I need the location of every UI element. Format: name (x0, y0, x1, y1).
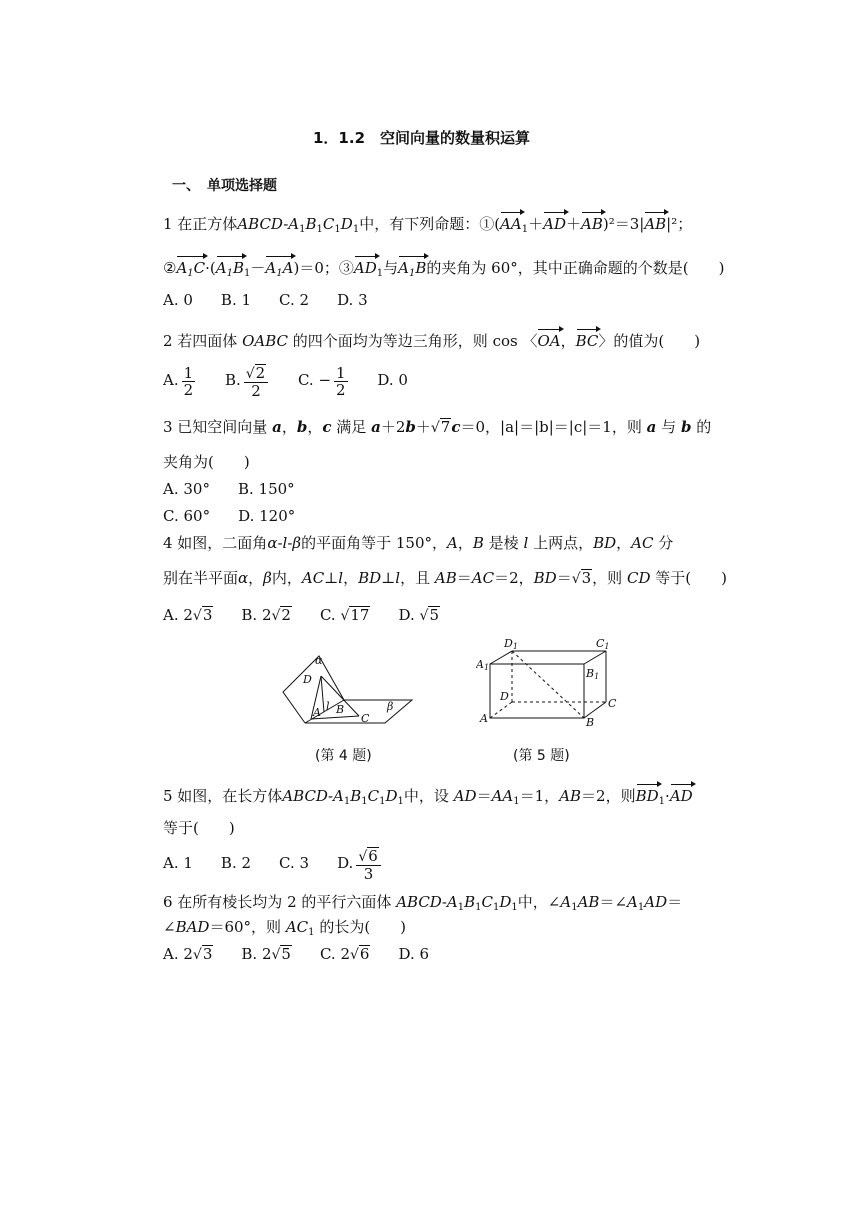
q3-option-a: A. 30° (163, 480, 210, 498)
q6-option-d: D. 6 (398, 945, 430, 963)
fig4-label-c: C (361, 712, 370, 725)
q3-options-row1 (163, 479, 323, 499)
fig5-label-d: D (500, 690, 509, 703)
fig4-label-alpha: α (315, 654, 323, 667)
q5-option-d: D. $\frac{√6}{3}$ (337, 854, 384, 872)
q1-option-c: C. 2 (279, 291, 310, 309)
q4-options (163, 605, 468, 626)
q5-option-a: A. 1 (163, 854, 193, 872)
figure5-caption: (第 5 题) (513, 748, 570, 764)
q6-options (163, 944, 457, 965)
fig5-label-c: C (608, 697, 617, 710)
q6-option-b: B. 2√5 (241, 945, 291, 963)
q5-option-c: C. 3 (279, 854, 310, 872)
page-title: 1．1.2 空间向量的数量积运算 (313, 129, 531, 147)
q6-line1: 6 在所有棱长均为 2 的平行六面体 ABCD-$A_1B_1C_1D_1$中，$\angle A_1AB=\angle A_1AD=$ (163, 893, 683, 913)
figure-dihedral-angle (275, 650, 425, 738)
q3-line1: 3 已知空间向量 a，b，c 满足 a＋2b＋√7c＝0，|a|＝|b|＝|c|＝1，则 a 与 b 的 (163, 418, 712, 436)
figure4-caption: (第 4 题) (315, 748, 372, 764)
fig5-label-a: A (480, 712, 488, 725)
q4-option-a: A. 2√3 (163, 606, 213, 624)
q2-stem: 2 若四面体 OABC 的四个面均为等边三角形，则 cos 〈OA，BC〉的值为( ) (163, 332, 701, 350)
q5-options (163, 845, 384, 882)
q6-option-c: C. 2√6 (319, 945, 370, 963)
fig5-label-d1: D1 (504, 637, 518, 651)
q4-line1: 4 如图，二面角α-l-β的平面角等于 150°，A，B 是棱 l 上两点，BD，AC 分 (163, 534, 674, 552)
figure-cuboid (476, 634, 626, 734)
q3-options-row2 (163, 506, 323, 526)
fig5-label-b: B (586, 716, 595, 729)
q1-option-d: D. 3 (337, 291, 368, 309)
section-heading: 一、 单项选择题 (172, 178, 277, 194)
q3-option-b: B. 150° (237, 480, 295, 498)
q3-line2: 夹角为( ) (163, 453, 250, 471)
q5-option-b: B. 2 (220, 854, 252, 872)
q1-option-b: B. 1 (220, 291, 252, 309)
q3-option-d: D. 120° (238, 507, 296, 525)
q4-option-c: C. √17 (319, 606, 370, 624)
q5-line1: 5 如图，在长方体ABCD-$A_1B_1C_1D_1$中，设 $AD=AA_1=1$，AB＝2，则$BD_1\cdot AD$ (163, 787, 693, 807)
q5-line2: 等于( ) (163, 819, 235, 837)
q1-line2: $②A_1C\cdot(A_1B_1-A_1A)=0$；$③AD_1$与$A_1B$的夹角为 60°，其中正确命题的个数是( ) (163, 259, 725, 279)
fig4-label-beta: β (387, 700, 394, 713)
q3-option-c: C. 60° (163, 507, 211, 525)
fig5-label-b1: B1 (586, 667, 600, 681)
q6-line2: ∠BAD＝60°，则 $AC_1$ 的长为( ) (163, 918, 407, 938)
q4-option-b: B. 2√2 (241, 606, 291, 624)
q2-options: A. $\frac{1}{2}$ B. $\frac{√2}{2}$ C. − $\frac{1}{2}$ D. 0 (163, 363, 408, 400)
fig5-label-a1: A1 (476, 658, 490, 672)
q1-line1: 1 在正方体ABCD-$A_1B_1C_1D_1$中，有下列命题：$①(AA_1+AD+AB)^2=3|AB|^2$； (163, 215, 693, 235)
fig4-label-d: D (303, 673, 312, 686)
fig4-label-b: B (336, 703, 345, 716)
q4-option-d: D. √5 (398, 606, 439, 624)
q1-option-a: A. 0 (163, 291, 193, 309)
q1-options (163, 290, 396, 310)
fig4-label-a: A (313, 706, 321, 719)
q4-line2: 别在半平面α，β内，AC⊥l，BD⊥l，且 AB＝AC＝2，BD＝√3，则 CD 等于( ) (163, 569, 727, 587)
fig4-label-l: l (326, 700, 330, 713)
q6-option-a: A. 2√3 (163, 945, 213, 963)
fig5-label-c1: C1 (596, 637, 610, 651)
